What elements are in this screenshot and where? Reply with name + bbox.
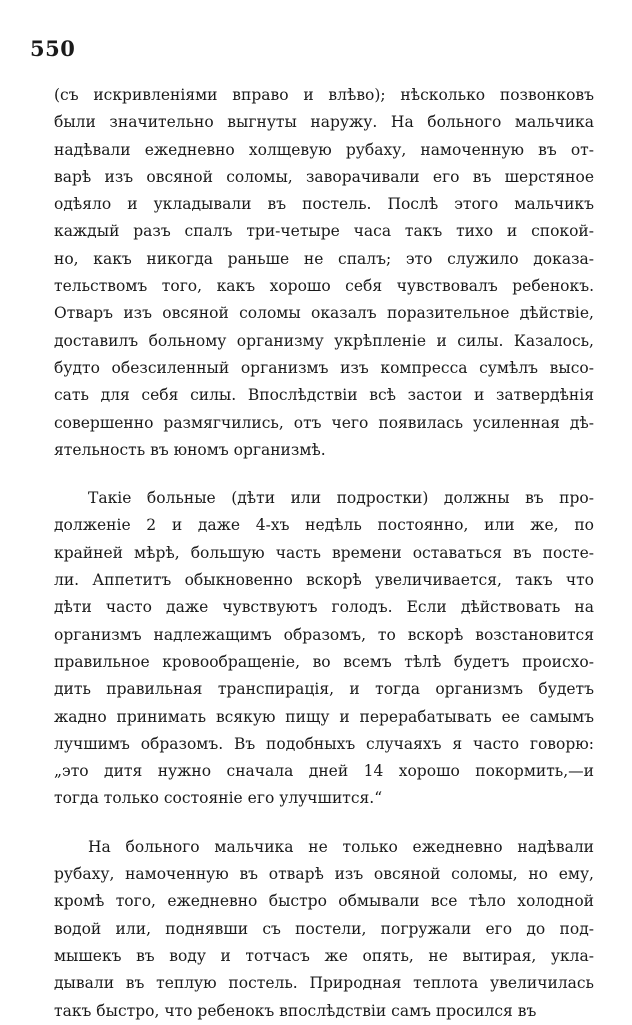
- text-line: были значительно выгнуты наружу. На больного мальчика: [54, 113, 594, 132]
- text-line: Отваръ изъ овсяной соломы оказалъ поразительное дѣйствіе,: [54, 304, 594, 323]
- text-line: Такіе больные (дѣти или подростки) должны въ про-: [88, 489, 594, 508]
- text-line: На больного мальчика не только ежедневно надѣвали: [88, 837, 594, 856]
- text-line: правильное кровообращеніе, во всемъ тѣлѣ будетъ происхо-: [54, 652, 594, 671]
- text-line: тогда только состояніе его улучшится.“: [54, 789, 383, 808]
- text-line: сать для себя силы. Впослѣдствіи всѣ застои и затвердѣнія: [54, 386, 594, 405]
- text-line: но, какъ никогда раньше не спалъ; это служило доказа-: [54, 249, 594, 268]
- text-line: такъ быстро, что ребенокъ впослѣдствіи самъ просился въ: [54, 1001, 537, 1020]
- paragraph: [54, 485, 594, 813]
- text-line: жадно принимать всякую пищу и перерабатывать ее самымъ: [54, 707, 594, 726]
- text-line: ятельность въ юномъ организмѣ.: [54, 440, 326, 459]
- text-line: дывали въ теплую постель. Природная теплота увеличилась: [54, 974, 594, 993]
- text-line: (съ искривленіями вправо и влѣво); нѣсколько позвонковъ: [54, 86, 594, 104]
- text-line: лучшимъ образомъ. Въ подобныхъ случаяхъ я часто говорю:: [54, 734, 594, 753]
- text-line: рубаху, намоченную въ отварѣ изъ овсяной соломы, но ему,: [54, 865, 594, 884]
- text-line: совершенно размягчились, отъ чего появилась усиленная дѣ-: [54, 413, 594, 432]
- text-line: будто обезсиленный организмъ изъ компресса сумѣлъ высо-: [54, 358, 594, 377]
- paragraph: [54, 82, 594, 464]
- text-line: долженіе 2 и даже 4-хъ недѣль постоянно, или же, по: [54, 516, 594, 535]
- text-line: водой или, поднявши съ постели, погружали его до под-: [54, 919, 594, 938]
- body-text: [54, 82, 594, 1025]
- text-line: надѣвали ежедневно холщевую рубаху, намоченную въ от-: [54, 140, 594, 159]
- text-line: дить правильная транспирація, и тогда организмъ будетъ: [54, 680, 594, 699]
- text-line: ли. Аппетитъ обыкновенно вскорѣ увеличивается, такъ что: [54, 571, 594, 590]
- text-line: каждый разъ спалъ три-четыре часа такъ тихо и спокой-: [54, 222, 594, 241]
- paragraph-gap: [54, 813, 594, 834]
- text-line: организмъ надлежащимъ образомъ, то вскорѣ возстановится: [54, 625, 594, 644]
- text-line: кромѣ того, ежедневно быстро обмывали все тѣло холодной: [54, 892, 594, 911]
- text-line: мышекъ въ воду и тотчасъ же опять, не вытирая, укла-: [54, 946, 594, 965]
- text-line: крайней мѣрѣ, большую часть времени оставаться въ посте-: [54, 543, 594, 562]
- text-line: тельствомъ того, какъ хорошо себя чувствовалъ ребенокъ.: [54, 277, 594, 296]
- text-line: доставилъ больному организму укрѣпленіе и силы. Казалось,: [54, 331, 594, 350]
- paragraph-gap: [54, 464, 594, 485]
- page-number: 550: [30, 36, 76, 61]
- paragraph: [54, 834, 594, 1025]
- text-line: одѣяло и укладывали въ постель. Послѣ этого мальчикъ: [54, 195, 594, 214]
- text-line: дѣти часто даже чувствуютъ голодъ. Если дѣйствовать на: [54, 598, 594, 617]
- text-line: варѣ изъ овсяной соломы, заворачивали его въ шерстяное: [54, 167, 594, 186]
- text-line: „это дитя нужно сначала дней 14 хорошо покормить,—и: [54, 762, 594, 781]
